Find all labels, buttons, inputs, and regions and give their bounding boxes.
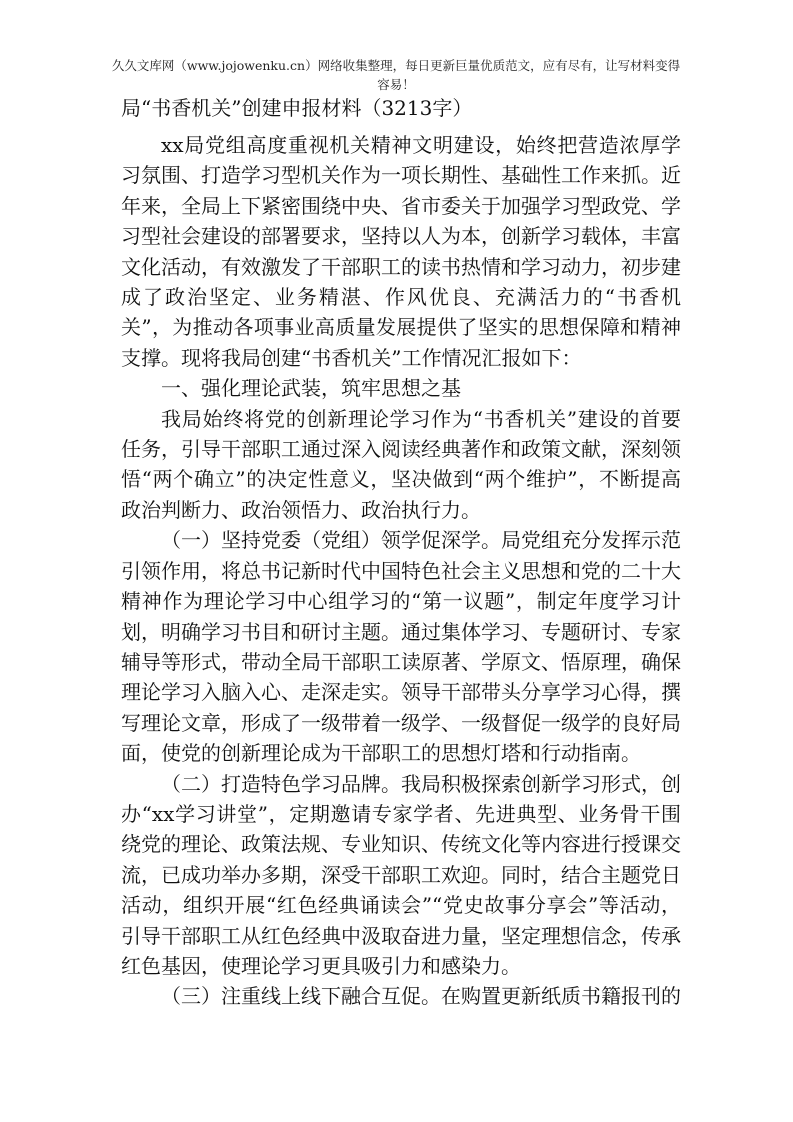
document-title: 局“书香机关”创建申报材料（3213字） [121, 96, 473, 120]
section-heading: 一、强化理论武装，筑牢思想之基 [161, 376, 461, 401]
document-body [121, 130, 681, 1012]
subsection-paragraph-1: （一）坚持党委（党组）领学促深学。局党组充分发挥示范引领作用，将总书记新时代中国特色社会主义思想和党的二十大精神作为理论学习中心组学习的“第一议题”，制定年度学习计划，明确学习书目和研讨主题。通过集体学习、专题研讨、专家辅导等形式，带动全局干部职工读原著、学原文、悟原理，确保理论学习入脑入心、走深走实。领导干部带头分享学习心得，撰写理论文章，形成了一级带着一级学、一级督促一级学的良好局面，使党的创新理论成为干部职工的思想灯塔和行动指南。 [121, 528, 681, 766]
section-paragraph: 我局始终将党的创新理论学习作为“书香机关”建设的首要任务，引导干部职工通过深入阅读经典著作和政策文献，深刻领悟“两个确立”的决定性意义，坚决做到“两个维护”，不断提高政治判断力、政治领悟力、政治执行力。 [121, 406, 681, 522]
source-header: 久久文库网（www.jojowenku.cn）网络收集整理，每日更新巨量优质范文，应有尽有，让写材料变得容易！ [111, 58, 681, 92]
subsection-paragraph-2: （二）打造特色学习品牌。我局积极探索创新学习形式，创办“xx学习讲堂”，定期邀请专家学者、先进典型、业务骨干围绕党的理论、政策法规、专业知识、传统文化等内容进行授课交流，已成功举办多期，深受干部职工欢迎。同时，结合主题党日活动，组织开展“红色经典诵读会”“党史故事分享会”等活动，引导干部职工从红色经典中汲取奋进力量，坚定理想信念，传承红色基因，使理论学习更具吸引力和感染力。 [121, 771, 681, 978]
intro-paragraph: xx局党组高度重视机关精神文明建设，始终把营造浓厚学习氛围、打造学习型机关作为一项长期性、基础性工作来抓。近年来，全局上下紧密围绕中央、省市委关于加强学习型政党、学习型社会建设的部署要求，坚持以人为本，创新学习载体，丰富文化活动，有效激发了干部职工的读书热情和学习动力，初步建成了政治坚定、业务精湛、作风优良、充满活力的“书香机关”，为推动各项事业高质量发展提供了坚实的思想保障和精神支撑。现将我局创建“书香机关”工作情况汇报如下： [121, 133, 681, 370]
subsection-paragraph-3: （三）注重线上线下融合互促。在购置更新纸质书籍报刊的 [161, 984, 681, 1009]
